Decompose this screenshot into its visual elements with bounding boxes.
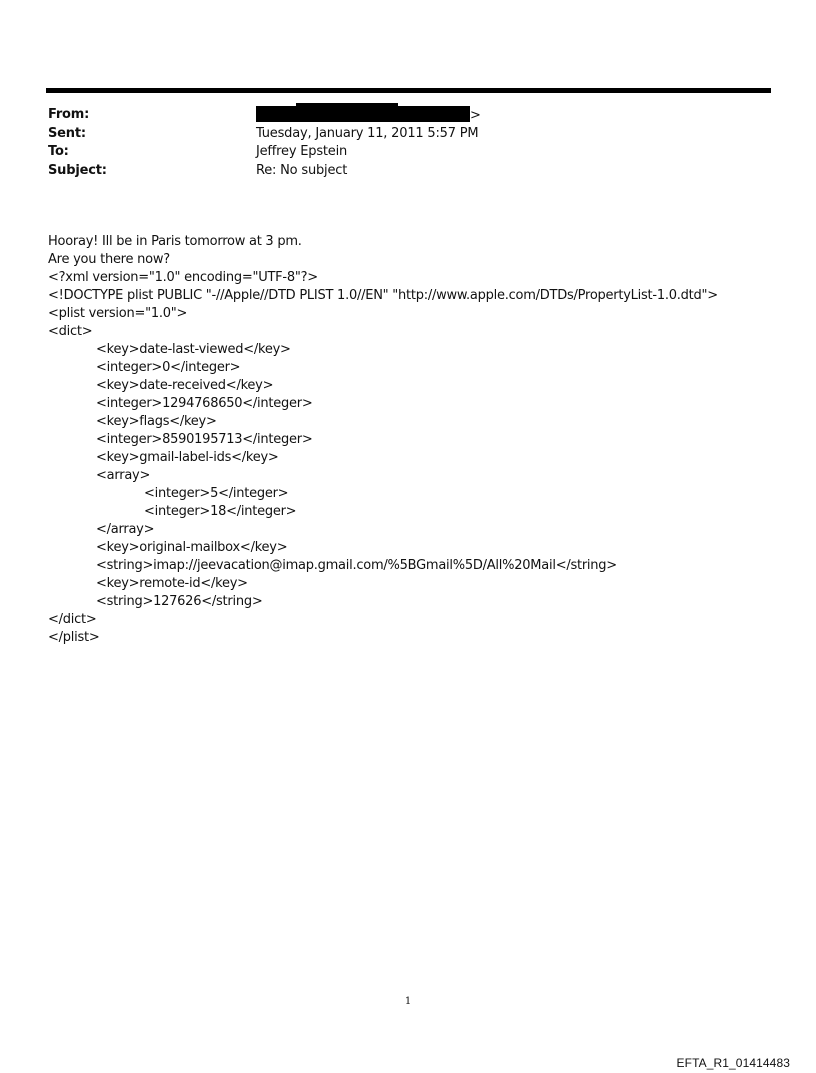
from-value — [256, 106, 481, 125]
body-line: <string>imap://jeevacation@imap.gmail.com/%5BGmail%5D/All%20Mail</string> — [96, 558, 617, 573]
body-line: <key>remote-id</key> — [96, 576, 248, 591]
body-line: <key>date-received</key> — [96, 378, 274, 393]
body-line: <key>date-last-viewed</key> — [96, 342, 291, 357]
body-line: <integer>5</integer> — [144, 486, 289, 501]
email-header — [48, 106, 768, 180]
body-line: </dict> — [48, 612, 97, 627]
body-line: <integer>8590195713</integer> — [96, 432, 313, 447]
body-line: <key>flags</key> — [96, 414, 217, 429]
to-value: Jeffrey Epstein — [256, 144, 348, 159]
sent-row — [48, 125, 768, 144]
body-line: Hooray! Ill be in Paris tomorrow at 3 pm. — [48, 234, 302, 249]
body-line: </plist> — [48, 630, 100, 645]
subject-label: Subject: — [48, 162, 107, 178]
body-line: </array> — [96, 522, 155, 537]
body-line: <integer>0</integer> — [96, 360, 241, 375]
body-line: <!DOCTYPE plist PUBLIC "-//Apple//DTD PLIST 1.0//EN" "http://www.apple.com/DTDs/PropertyList-1.0.dtd"> — [48, 288, 718, 303]
body-line: <plist version="1.0"> — [48, 306, 188, 321]
body-line: <integer>18</integer> — [144, 504, 297, 519]
redaction-block — [256, 106, 470, 122]
body-line: <dict> — [48, 324, 93, 339]
to-row — [48, 143, 768, 162]
body-line: <array> — [96, 468, 151, 483]
from-label: From: — [48, 107, 90, 122]
sent-value: Tuesday, January 11, 2011 5:57 PM — [256, 125, 479, 141]
body-line: <key>original-mailbox</key> — [96, 540, 288, 555]
subject-value: Re: No subject — [256, 162, 348, 178]
redaction-tab — [296, 103, 398, 107]
body-line: <integer>1294768650</integer> — [96, 396, 313, 411]
email-body — [48, 233, 788, 647]
page-number: 1 — [404, 996, 412, 1007]
document-id: EFTA_R1_01414483 — [676, 1056, 790, 1070]
body-line: <string>127626</string> — [96, 594, 263, 609]
from-row — [48, 106, 768, 125]
to-label: To: — [48, 144, 69, 159]
body-line: <key>gmail-label-ids</key> — [96, 450, 279, 465]
from-value-suffix: > — [470, 108, 481, 123]
body-line: <?xml version="1.0" encoding="UTF-8"?> — [48, 270, 318, 285]
header-divider-rule — [46, 88, 771, 93]
subject-row — [48, 162, 768, 181]
body-line: Are you there now? — [48, 252, 170, 267]
sent-label: Sent: — [48, 125, 86, 141]
